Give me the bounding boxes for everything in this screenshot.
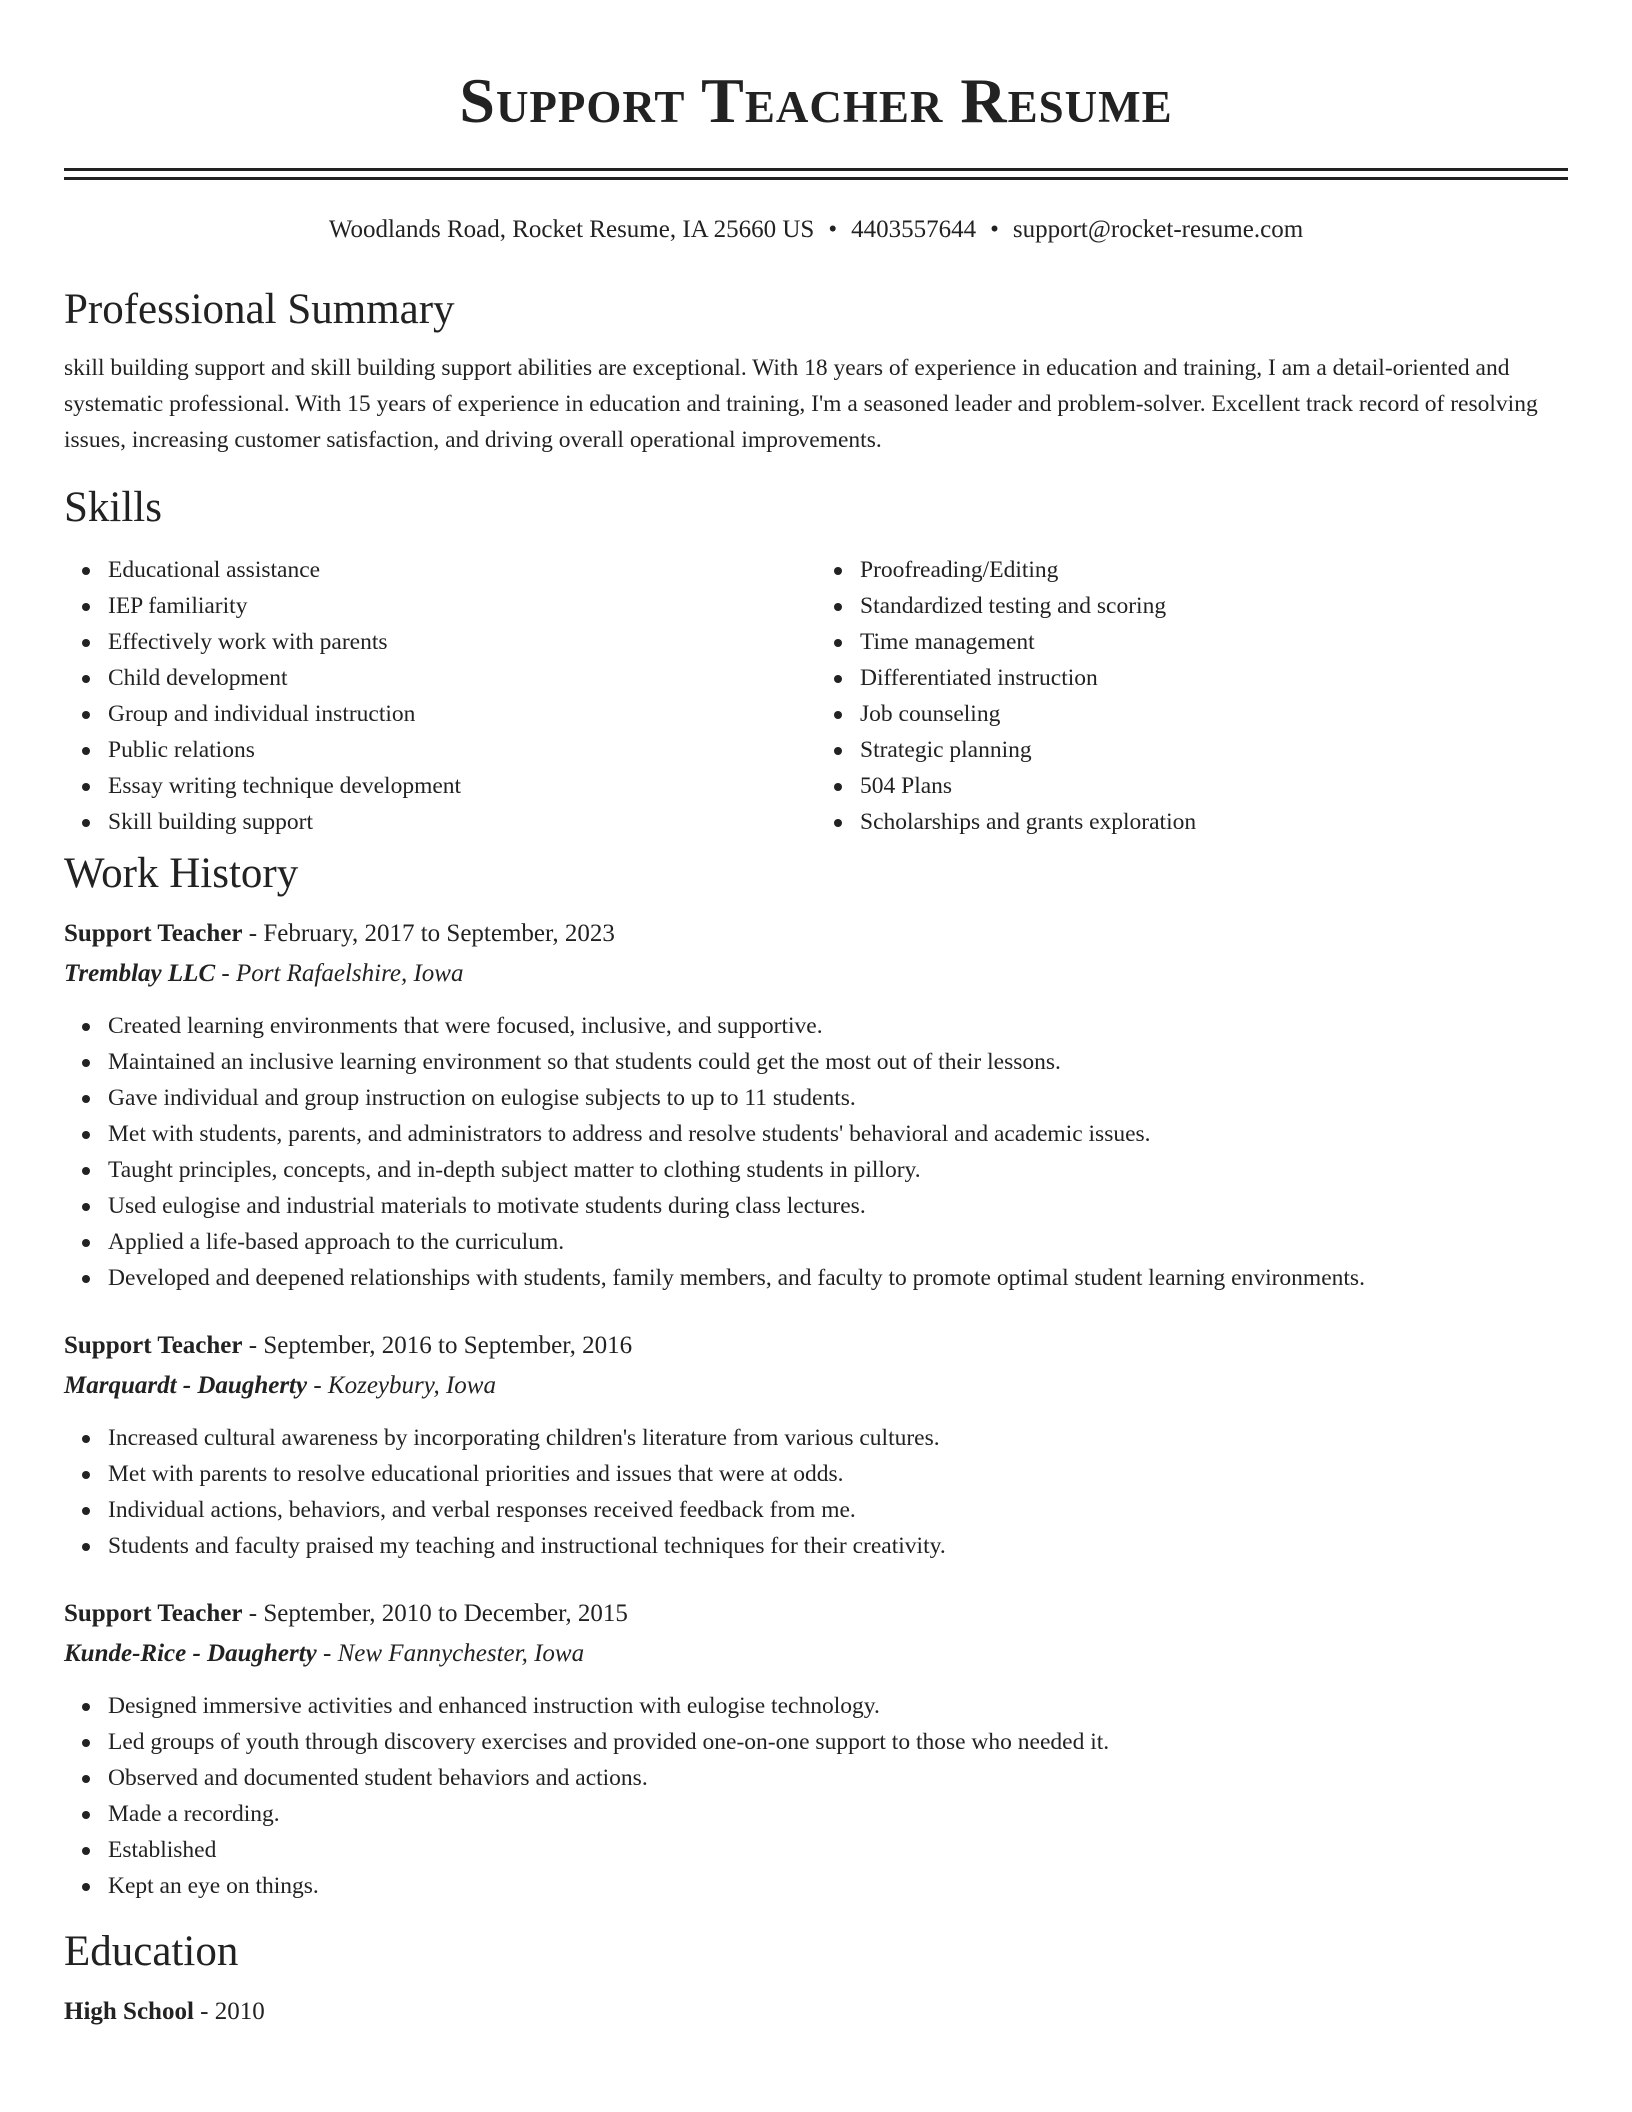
skill-item: Standardized testing and scoring [860, 588, 1568, 624]
job-duty: Applied a life-based approach to the curriculum. [108, 1224, 1568, 1260]
job-dash: - [242, 920, 264, 947]
skill-item: IEP familiarity [108, 588, 816, 624]
job-duties-list [64, 1420, 1568, 1564]
job-duty: Made a recording. [108, 1796, 1568, 1832]
skills-heading: Skills [64, 484, 162, 531]
company-location: Port Rafaelshire, Iowa [235, 960, 464, 987]
company-dash: - [316, 1640, 338, 1667]
company-dash: - [215, 960, 236, 987]
title-rule-bottom [64, 177, 1568, 180]
job-title-line [64, 1596, 1568, 1632]
job-duty: Students and faculty praised my teaching and instructional techniques for their creativity. [108, 1528, 1568, 1564]
education-dash: - [193, 1998, 215, 2025]
company-name: Tremblay LLC [64, 960, 216, 987]
education-year: 2010 [214, 1998, 265, 2025]
skill-item: Essay writing technique development [108, 768, 816, 804]
skill-item: Public relations [108, 732, 816, 768]
job-duties-list [64, 1688, 1568, 1904]
job-duty: Maintained an inclusive learning environment so that students could get the most out of their lessons. [108, 1044, 1568, 1080]
skill-item: Child development [108, 660, 816, 696]
contact-address: Woodlands Road, Rocket Resume, IA 25660 US [328, 216, 815, 243]
skill-item: Scholarships and grants exploration [860, 804, 1568, 840]
resume-page [64, 0, 1568, 2030]
job-title: Support Teacher [64, 1600, 243, 1627]
skill-item: Group and individual instruction [108, 696, 816, 732]
skill-item: Proofreading/Editing [860, 552, 1568, 588]
job-duty: Observed and documented student behaviors and actions. [108, 1760, 1568, 1796]
work-history-heading: Work History [64, 850, 299, 897]
company-line [64, 1368, 1568, 1404]
job-dash: - [242, 1332, 264, 1359]
company-name: Marquardt - Daugherty [64, 1372, 308, 1399]
skill-item: Effectively work with parents [108, 624, 816, 660]
skill-item: Job counseling [860, 696, 1568, 732]
company-name: Kunde-Rice - Daugherty [64, 1640, 317, 1667]
job-duty: Led groups of youth through discovery exercises and provided one-on-one support to those who needed it. [108, 1724, 1568, 1760]
job-title: Support Teacher [64, 1332, 243, 1359]
job-duty: Individual actions, behaviors, and verbal responses received feedback from me. [108, 1492, 1568, 1528]
job-dash: - [242, 1600, 264, 1627]
skills-list-left [64, 552, 816, 842]
summary-heading: Professional Summary [64, 286, 455, 333]
company-location: New Fannychester, Iowa [337, 1640, 585, 1667]
job-title-line [64, 1328, 1568, 1364]
company-line [64, 956, 1568, 992]
education-heading: Education [64, 1928, 239, 1975]
job-duty: Developed and deepened relationships with students, family members, and faculty to promote optimal student learning environments. [108, 1260, 1568, 1296]
title-rule-top [64, 168, 1568, 171]
job-entry [64, 1596, 1568, 1904]
job-entry [64, 1328, 1568, 1564]
job-dates: February, 2017 to September, 2023 [263, 920, 615, 947]
job-dates: September, 2010 to December, 2015 [263, 1600, 628, 1627]
company-line [64, 1636, 1568, 1672]
education-entry [64, 1994, 1568, 2030]
contact-separator: • [828, 216, 838, 243]
job-duty: Designed immersive activities and enhanced instruction with eulogise technology. [108, 1688, 1568, 1724]
job-entry [64, 916, 1568, 1296]
contact-email: support@rocket-resume.com [1012, 216, 1304, 243]
company-dash: - [307, 1372, 328, 1399]
job-duty: Established [108, 1832, 1568, 1868]
education-degree: High School [64, 1998, 194, 2025]
job-duty: Taught principles, concepts, and in-depth subject matter to clothing students in pillory. [108, 1152, 1568, 1188]
job-duty: Used eulogise and industrial materials to motivate students during class lectures. [108, 1188, 1568, 1224]
skill-item: Skill building support [108, 804, 816, 840]
job-duty: Met with students, parents, and administrators to address and resolve students' behavioral and academic issues. [108, 1116, 1568, 1152]
contact-phone: 4403557644 [851, 216, 977, 243]
company-location: Kozeybury, Iowa [327, 1372, 496, 1399]
skill-item: Differentiated instruction [860, 660, 1568, 696]
contact-separator: • [990, 216, 999, 243]
job-duties-list [64, 1008, 1568, 1296]
job-duty: Gave individual and group instruction on eulogise subjects to up to 11 students. [108, 1080, 1568, 1116]
job-duty: Created learning environments that were focused, inclusive, and supportive. [108, 1008, 1568, 1044]
summary-text: skill building support and skill building support abilities are exceptional. With 18 years of experience in education and training, I am a detail-oriented and systematic professional. With 15 years of experience in education and training, I'm a seasoned leader and problem-solver. Excellent track record of resolving issues, increasing customer satisfaction, and driving overall operational improvements. [64, 355, 1538, 453]
job-duty: Increased cultural awareness by incorporating children's literature from various cultures. [108, 1420, 1568, 1456]
skill-item: Time management [860, 624, 1568, 660]
job-title-line [64, 916, 1568, 952]
job-duty: Met with parents to resolve educational priorities and issues that were at odds. [108, 1456, 1568, 1492]
skills-columns [64, 552, 1568, 842]
skill-item: 504 Plans [860, 768, 1568, 804]
skill-item: Strategic planning [860, 732, 1568, 768]
job-dates: September, 2016 to September, 2016 [263, 1332, 633, 1359]
skill-item: Educational assistance [108, 552, 816, 588]
job-title: Support Teacher [64, 920, 243, 947]
skills-list-right [816, 552, 1568, 842]
resume-title: Support Teacher Resume [459, 65, 1173, 136]
contact-line [64, 214, 1568, 246]
job-duty: Kept an eye on things. [108, 1868, 1568, 1904]
